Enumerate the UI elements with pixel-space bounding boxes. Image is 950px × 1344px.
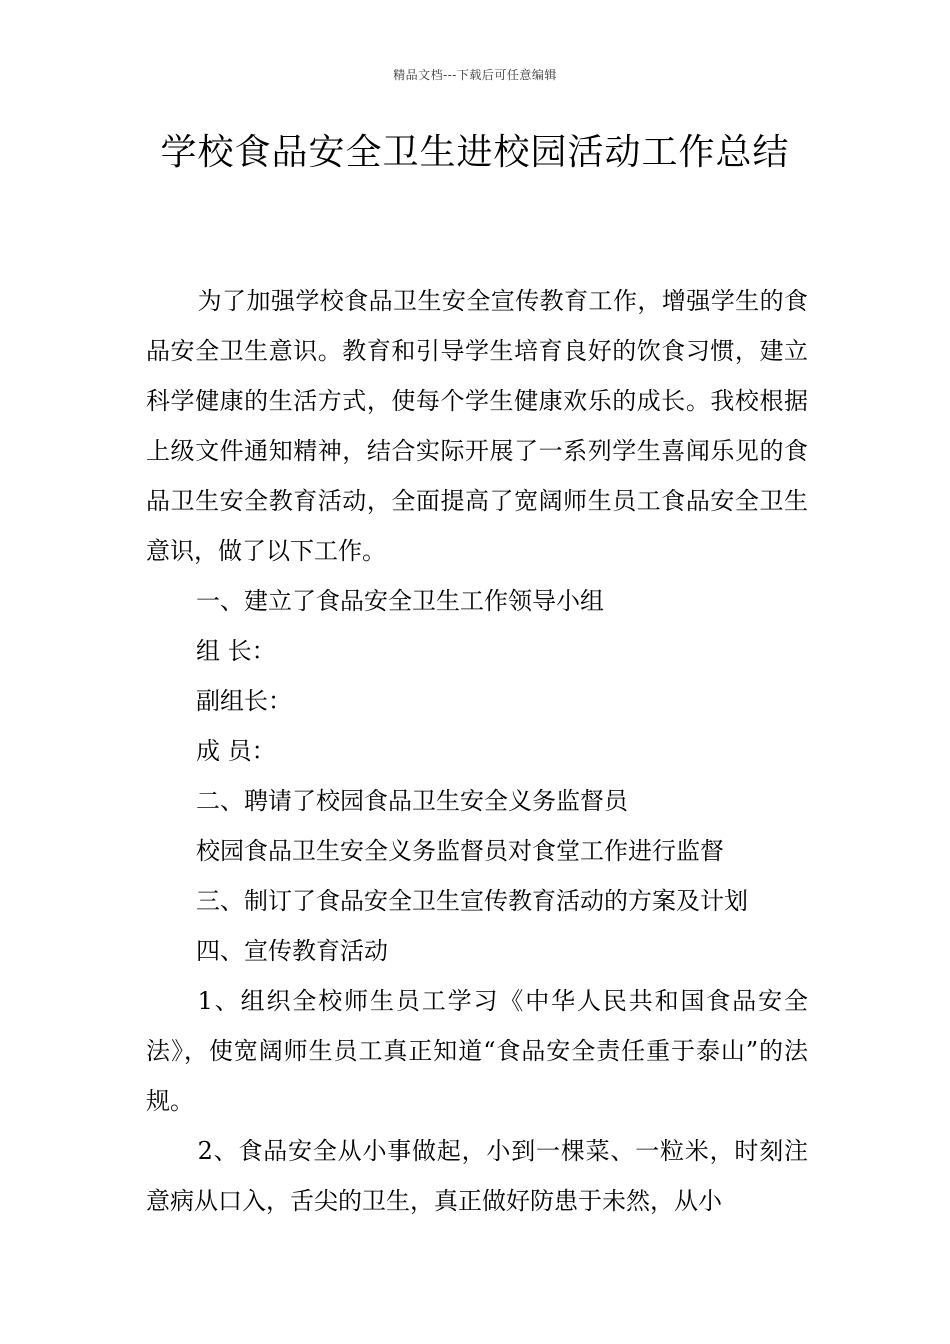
section-heading-supervisors: 二、聘请了校园食品卫生安全义务监督员: [196, 787, 628, 815]
section-heading-leadership-group: 一、建立了食品安全卫生工作领导小组: [196, 587, 604, 615]
header-note: 精品文档---下载后可任意编辑: [393, 68, 557, 82]
section-heading-activities: 四、宣传教育活动: [196, 937, 388, 965]
group-leader-line: 组 长：: [196, 637, 276, 665]
members-line: 成 员：: [196, 737, 276, 765]
paragraph-intro: 为了加强学校食品卫生安全宣传教育工作，增强学生的食品安全卫生意识。教育和引导学生培育良好的饮食习惯，建立科学健康的生活方式，使每个学生健康欢乐的成长。我校根据上级文件通知精神，结合实际开展了一系列学生喜闻乐见的食品卫生安全教育活动，全面提高了宽阔师生员工食品安全卫生意识，做了以下工作。: [146, 287, 808, 565]
deputy-leader-line: 副组长：: [196, 687, 292, 715]
document-title: 学校食品安全卫生进校园活动工作总结: [160, 132, 790, 173]
document-body: [146, 276, 808, 1226]
section-heading-plan: 三、制订了食品安全卫生宣传教育活动的方案及计划: [196, 887, 748, 915]
activity-item-2: 2、食品安全从小事做起，小到一棵菜、一粒米，时刻注意病从口入，舌尖的卫生，真正做好防患于未然，从小: [146, 1137, 808, 1215]
activity-item-1: 1、组织全校师生员工学习《中华人民共和国食品安全法》，使宽阔师生员工真正知道“食品安全责任重于泰山”的法规。: [146, 987, 808, 1115]
supervisor-duty-line: 校园食品卫生安全义务监督员对食堂工作进行监督: [196, 837, 724, 865]
